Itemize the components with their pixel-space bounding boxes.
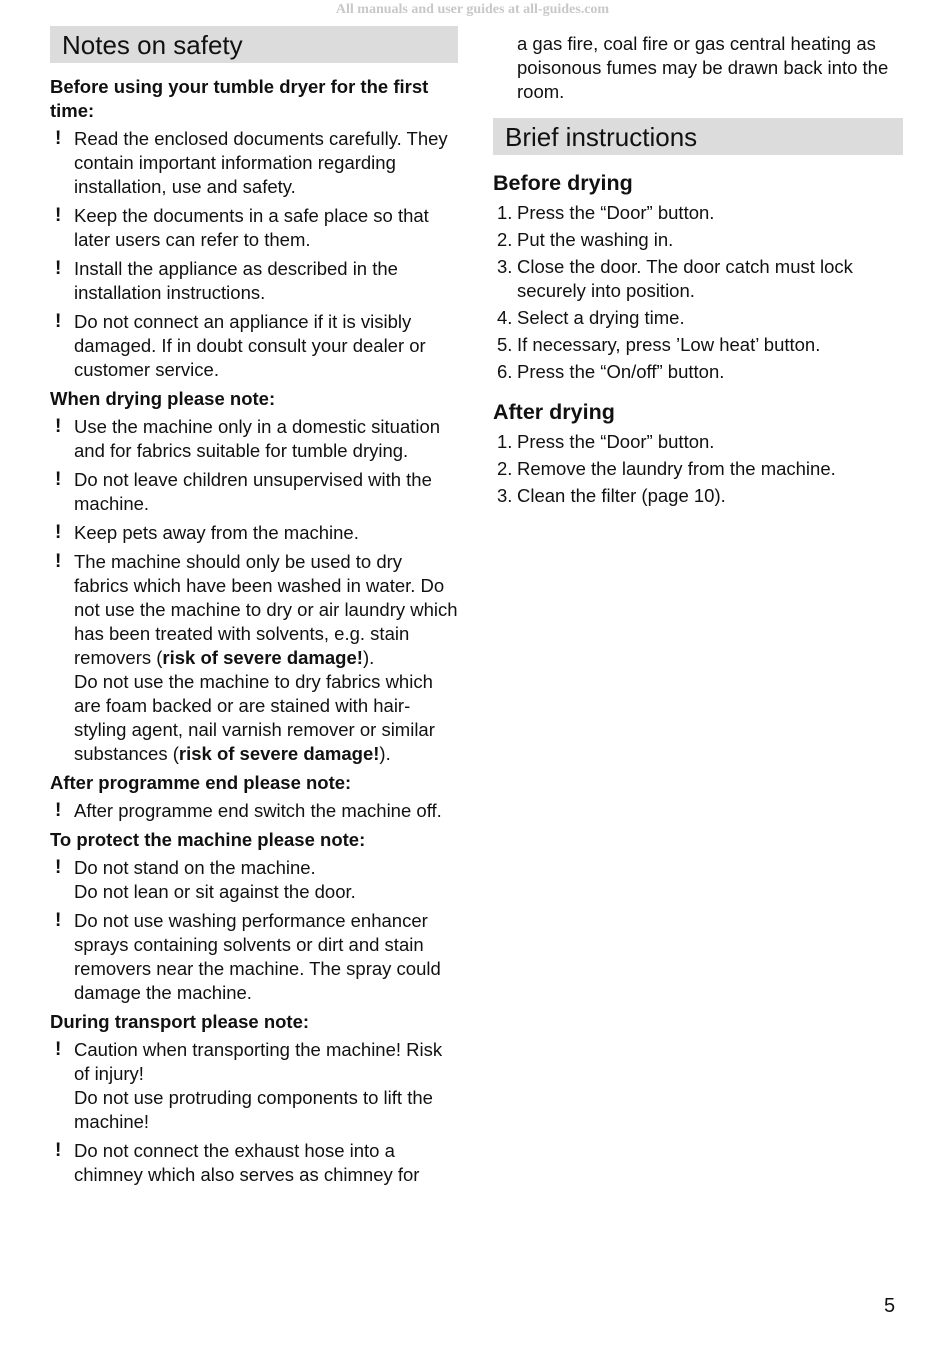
step-item: 3. Clean the filter (page 10). [497,485,726,506]
right-column [493,32,903,522]
exclamation-icon: ! [55,258,62,279]
note-paragraph: Do not use the machine to dry fabrics which are foam backed or are stained with hair-styling agent, nail varnish remover or similar substances (risk of severe damage!). [74,671,435,764]
page-number: 5 [884,1295,896,1317]
note-item: ! After programme end switch the machine off. [55,800,442,821]
exclamation-icon: ! [55,551,62,572]
exclamation-icon: ! [55,522,62,543]
note-item: ! Install the appliance as described in the installation instructions. [55,258,398,303]
step-item: 4. Select a drying time. [497,307,685,328]
exclamation-icon: ! [55,469,62,490]
exclamation-icon: ! [55,205,62,226]
note-item: ! Do not use washing performance enhancer sprays containing solvents or dirt and stain removers near the machine. The spray could damage the machine. [55,910,441,1003]
exclamation-icon: ! [55,311,62,332]
notes-list-when-drying [50,415,458,766]
step-item: 1. Press the “Door” button. [497,431,715,452]
note-item: ! Caution when transporting the machine! Risk of injury! Do not use protruding components to lift the machine! [55,1039,443,1132]
steps-before-drying [493,201,903,384]
subheading-when-drying: When drying please note: [50,388,276,409]
subheading-programme-end: After programme end please note: [50,772,352,793]
subheading-before-drying: Before drying [493,171,633,195]
notes-list-protect-machine [50,856,458,1005]
steps-after-drying [493,430,903,508]
step-item: 2. Remove the laundry from the machine. [497,458,836,479]
note-item: ! Read the enclosed documents carefully. They contain important information regarding installation, use and safety. [55,128,448,197]
step-item: 6. Press the “On/off” button. [497,361,725,382]
exclamation-icon: ! [55,1140,62,1161]
subheading-transport: During transport please note: [50,1011,310,1032]
exclamation-icon: ! [55,128,62,149]
watermark: All manuals and user guides at all-guides.com [335,2,610,17]
subheading-first-use: Before using your tumble dryer for the first time: [50,76,429,121]
subheading-protect-machine: To protect the machine please note: [50,829,366,850]
note-item: ! Keep the documents in a safe place so that later users can refer to them. [55,205,429,250]
step-item: 3. Close the door. The door catch must lock securely into position. [497,256,853,301]
note-item: ! Do not connect an appliance if it is visibly damaged. If in doubt consult your dealer or customer service. [55,311,426,380]
notes-list-first-use [50,127,458,382]
section-title-brief: Brief instructions [493,118,903,155]
note-item: ! Use the machine only in a domestic situation and for fabrics suitable for tumble drying. [55,416,441,461]
exclamation-icon: ! [55,857,62,878]
note-continuation: a gas fire, coal fire or gas central heating as poisonous fumes may be drawn back into the room. [517,33,889,102]
note-item: ! Do not connect the exhaust hose into a chimney which also serves as chimney for [55,1140,420,1185]
subheading-after-drying: After drying [493,400,615,424]
exclamation-icon: ! [55,416,62,437]
step-item: 5. If necessary, press ’Low heat’ button. [497,334,821,355]
notes-list-transport [50,1038,458,1187]
exclamation-icon: ! [55,1039,62,1060]
note-item: ! Keep pets away from the machine. [55,522,359,543]
step-item: 2. Put the washing in. [497,229,674,250]
section-title-safety: Notes on safety [50,26,458,63]
note-item-fabrics [50,550,458,766]
note-paragraph: The machine should only be used to dry fabrics which have been washed in water. Do not use the machine to dry or air laundry which has been treated with solvents, e.g. stain removers (risk of severe damage!). [74,551,458,668]
exclamation-icon: ! [55,910,62,931]
step-item: 1. Press the “Door” button. [497,202,715,223]
note-item: ! Do not leave children unsupervised with the machine. [55,469,432,514]
exclamation-icon: ! [55,800,62,821]
left-column [50,24,458,1192]
note-item: ! Do not stand on the machine. Do not lean or sit against the door. [55,857,356,902]
notes-list-programme-end [50,799,458,823]
